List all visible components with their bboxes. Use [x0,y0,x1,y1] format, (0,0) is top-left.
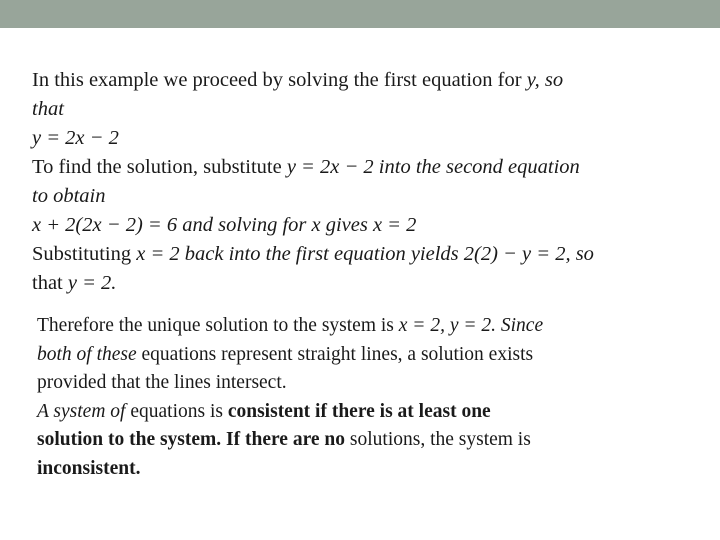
text-line: provided that the lines intersect. [37,372,287,393]
text-span: To find the solution, substitute [32,156,287,178]
bold-span: solution to the system. If there are no [37,429,346,450]
text-span: equations represent straight lines, a solution exists [136,343,534,365]
text-line [32,240,700,269]
text-line: that [32,98,64,120]
bold-span: consistent if there is at least one [227,400,491,422]
italic-span: A system of [37,400,126,422]
bold-term: inconsistent. [37,457,141,479]
text-line [32,66,700,95]
math-span: y, so [526,69,564,91]
text-span: solutions, the system is [345,429,531,450]
text-line [32,269,700,298]
text-span: Substituting [32,243,137,265]
math-span: y = 2x − 2 into the second equation [286,156,580,178]
conclusion-paragraph [37,312,697,483]
math-span: y = 2. [67,272,117,294]
text-line [37,312,697,341]
equation-line: y = 2x − 2 [32,127,119,149]
text-line: to obtain [32,185,106,207]
derivation-paragraph [32,66,700,298]
text-span: Therefore the unique solution to the system is [37,315,399,336]
text-line [37,426,697,455]
text-line [37,398,697,427]
text-span: In this example we proceed by solving the first equation for [32,69,527,91]
text-span: equations is [125,400,228,422]
text-span: that [32,272,68,294]
math-span: x = 2 back into the first equation yields 2(2) − y = 2, so [136,243,594,265]
text-line [32,153,700,182]
text-line [37,341,697,370]
italic-span: both of these [37,343,137,365]
equation-line: x + 2(2x − 2) = 6 and solving for x gives x = 2 [32,214,417,236]
math-span: x = 2, y = 2. Since [398,315,544,336]
top-accent-bar [0,0,720,28]
